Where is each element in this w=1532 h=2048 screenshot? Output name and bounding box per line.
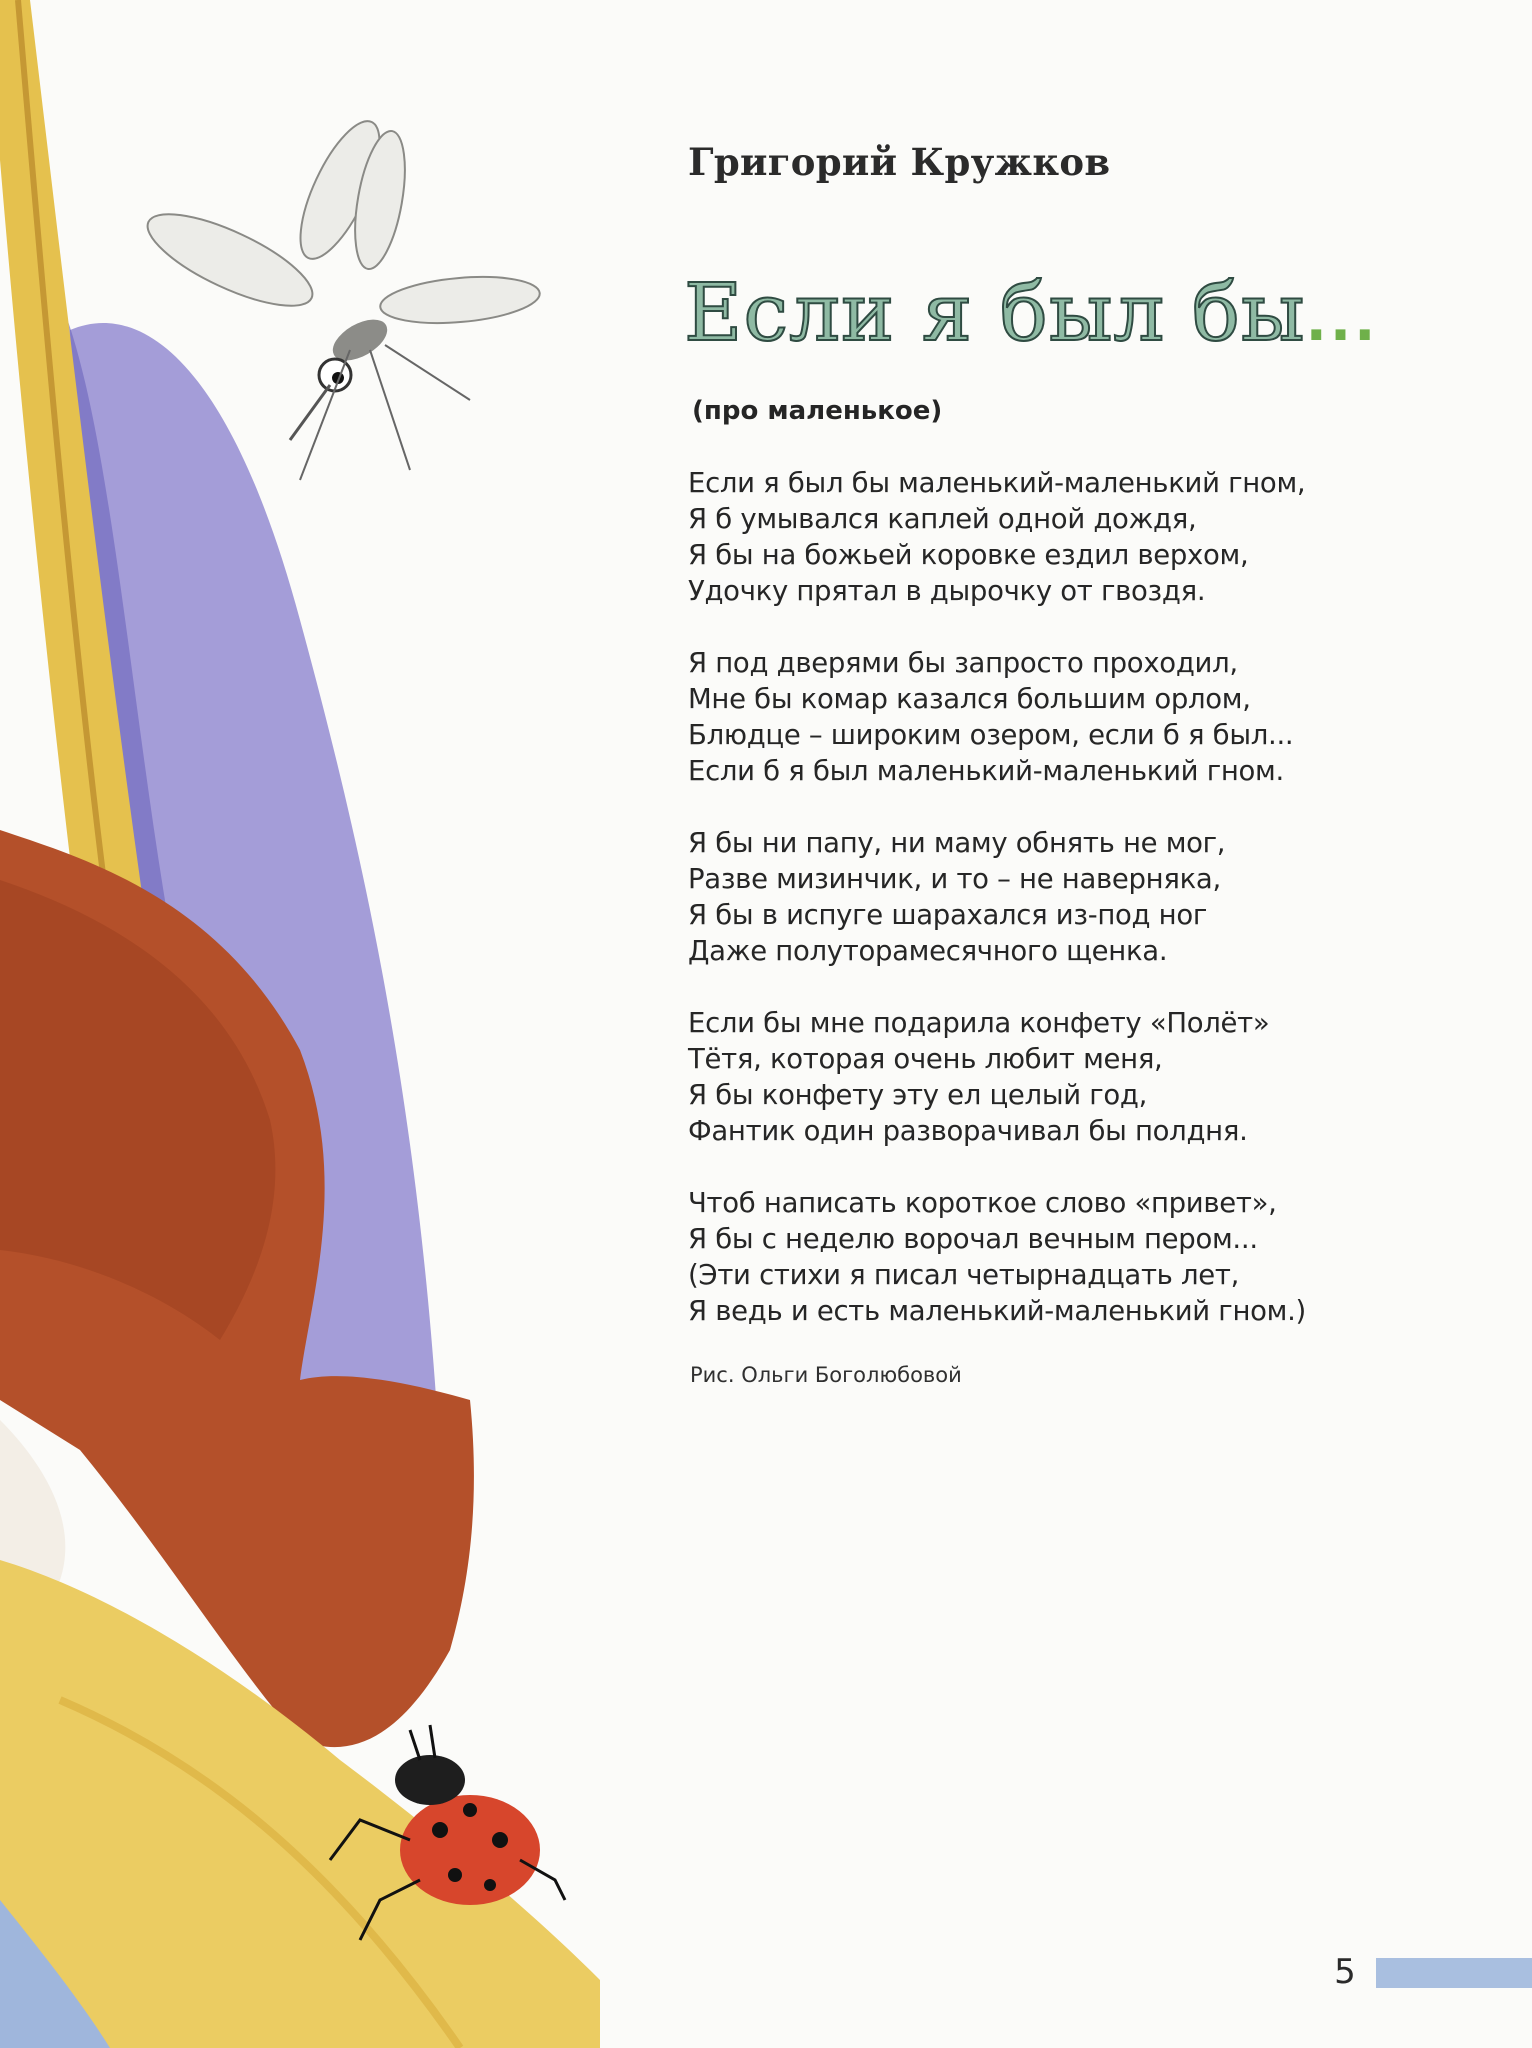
poem-line: Если бы мне подарила конфету «Полёт» [688, 1007, 1270, 1039]
poem-title-text: Если я был бы [684, 266, 1306, 359]
poem-body [688, 465, 1306, 1365]
poem-line: Тётя, которая очень любит меня, [688, 1043, 1163, 1075]
poem-line: Блюдце – широким озером, если б я был... [688, 719, 1294, 751]
page-number-bar [1376, 1958, 1532, 1988]
poem-line: Чтоб написать короткое слово «привет», [688, 1187, 1277, 1219]
page-number: 5 [1334, 1952, 1356, 1992]
poem-line: (Эти стихи я писал четырнадцать лет, [688, 1259, 1240, 1291]
title-ellipsis: ... [1305, 289, 1379, 354]
stanza [688, 465, 1306, 609]
poem-line: Я бы конфету эту ел целый год, [688, 1079, 1148, 1111]
author-name: Григорий Кружков [688, 140, 1111, 184]
poem-line: Я ведь и есть маленький-маленький гном.) [688, 1295, 1306, 1327]
stanza [688, 1005, 1306, 1149]
poem-line: Я бы на божьей коровке ездил верхом, [688, 539, 1249, 571]
poem-title [684, 268, 1378, 367]
poem-line: Я б умывался каплей одной дождя, [688, 503, 1197, 535]
poem-line: Если б я был маленький-маленький гном. [688, 755, 1284, 787]
poem-line: Удочку прятал в дырочку от гвоздя. [688, 575, 1206, 607]
stanza [688, 645, 1306, 789]
poem-line: Даже полуторамесячного щенка. [688, 935, 1168, 967]
illustration [0, 0, 600, 2048]
poem-line: Фантик один разворачивал бы полдня. [688, 1115, 1248, 1147]
poem-line: Я под дверями бы запросто проходил, [688, 647, 1238, 679]
poem-line: Разве мизинчик, и то – не наверняка, [688, 863, 1221, 895]
poem-line: Я бы с неделю ворочал вечным пером... [688, 1223, 1258, 1255]
poem-line: Я бы ни папу, ни маму обнять не мог, [688, 827, 1226, 859]
poem-subtitle: (про маленькое) [692, 396, 943, 426]
stanza [688, 1185, 1306, 1329]
illustration-credit: Рис. Ольги Боголюбовой [690, 1363, 962, 1387]
stanza [688, 825, 1306, 969]
poem-line: Мне бы комар казался большим орлом, [688, 683, 1251, 715]
poem-line: Я бы в испуге шарахался из-под ног [688, 899, 1208, 931]
poem-line: Если я был бы маленький-маленький гном, [688, 467, 1306, 499]
